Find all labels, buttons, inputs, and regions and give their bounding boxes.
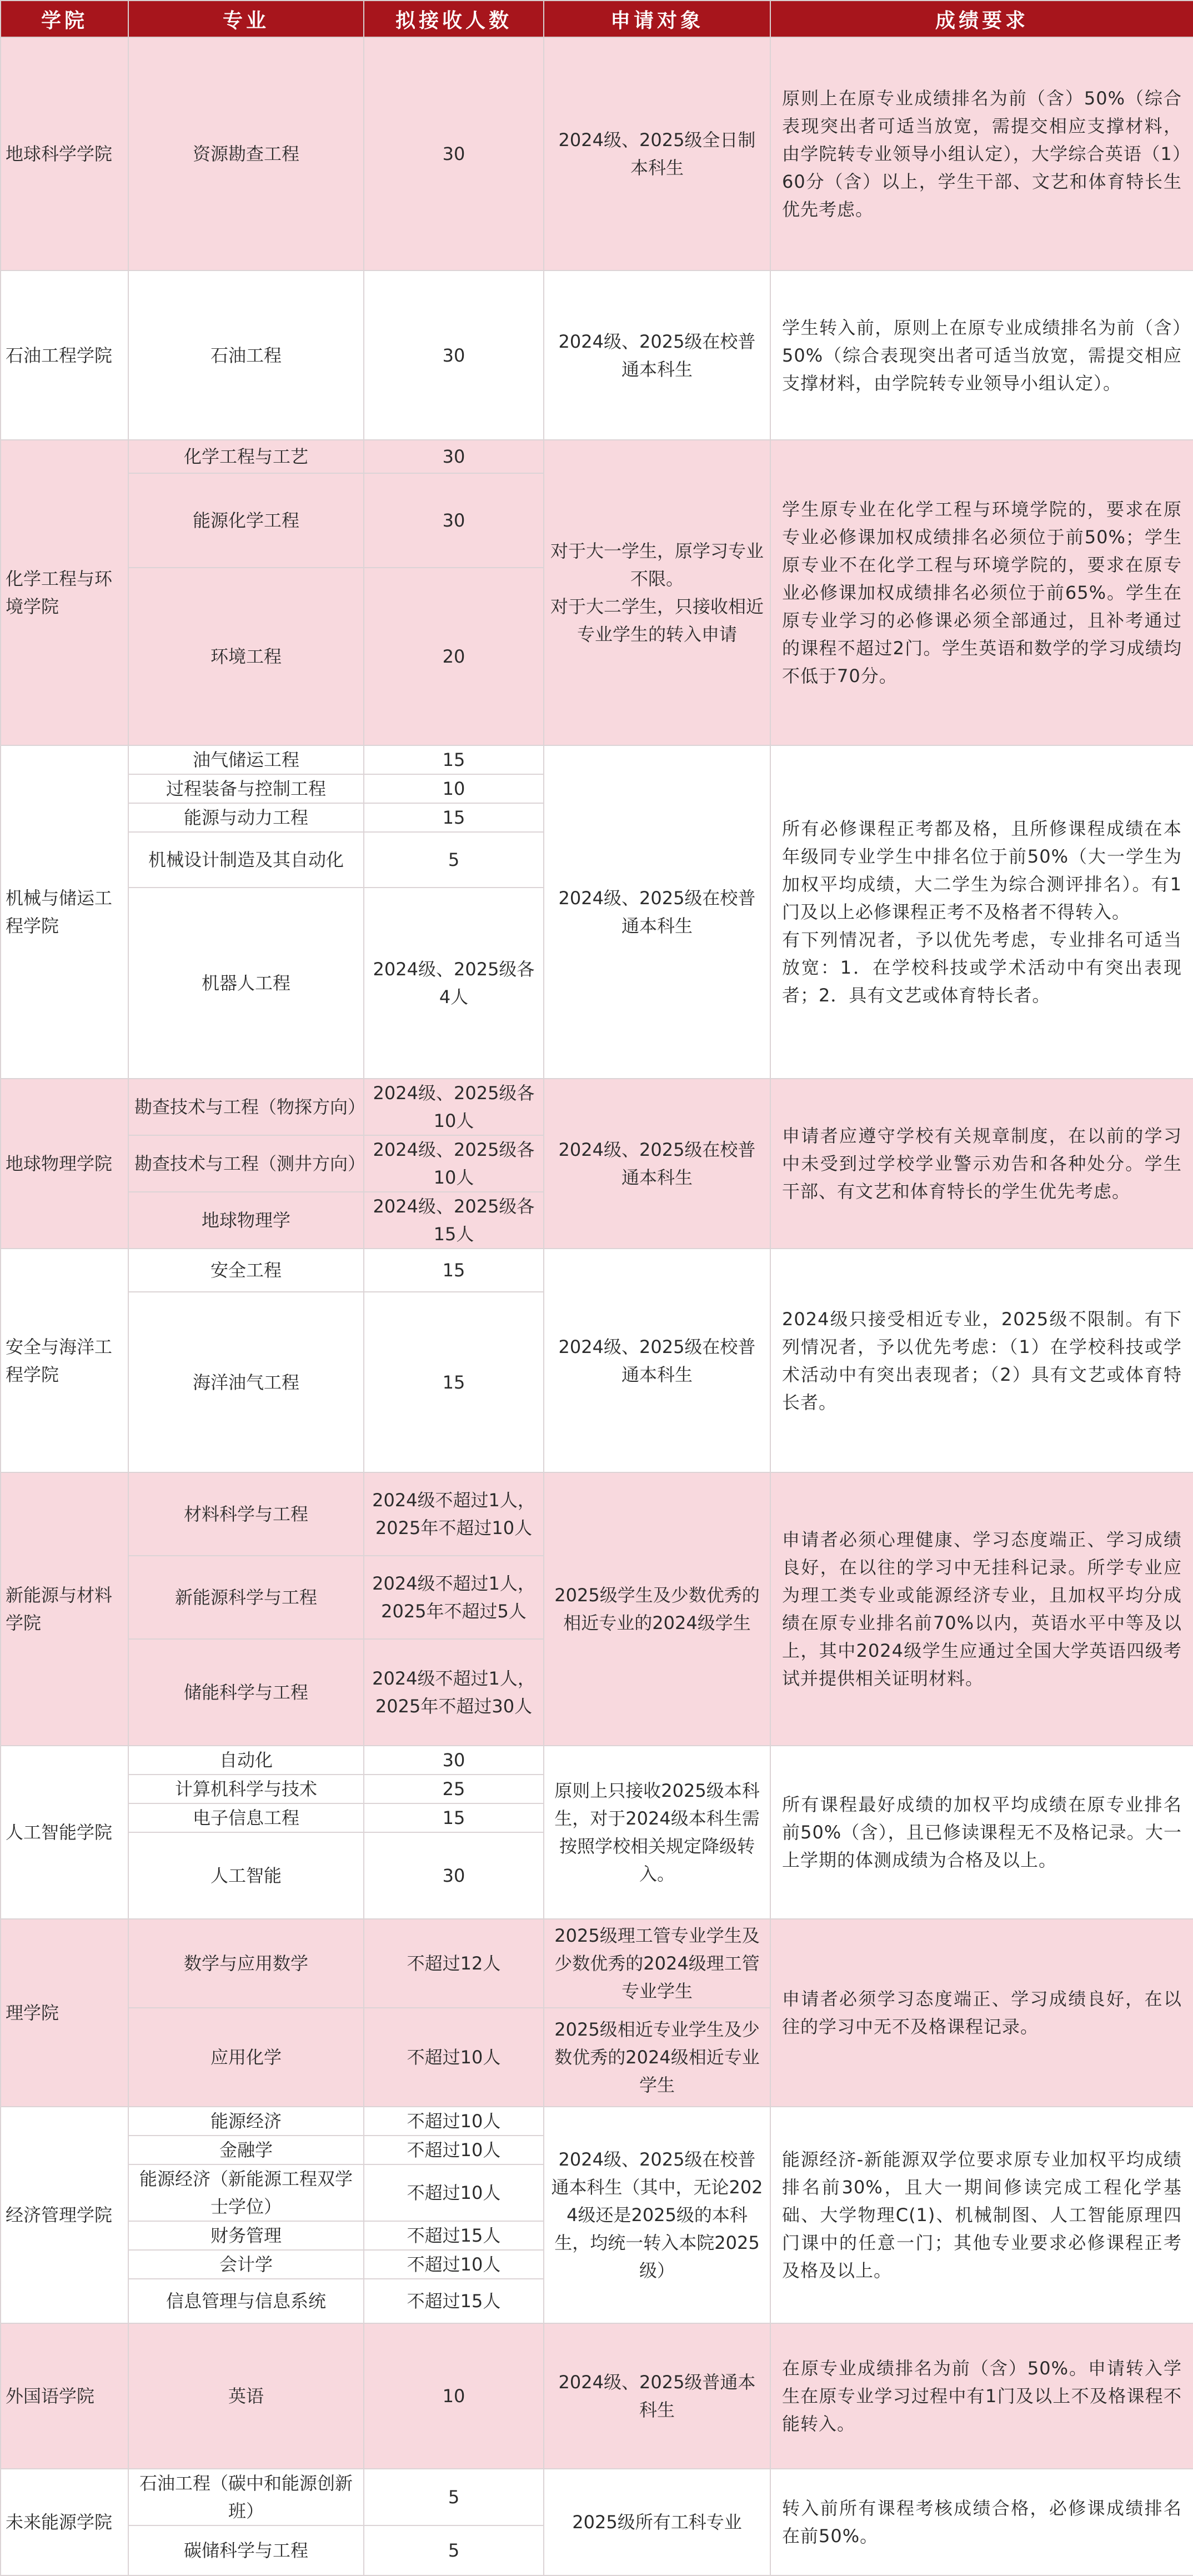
major-cell: 安全工程: [128, 1249, 364, 1292]
quota-cell: 15: [364, 745, 544, 774]
quota-cell: 5: [364, 2525, 544, 2575]
requirement-cell: 在原专业成绩排名为前（含）50%。申请转入学生在原专业学习过程中有1门及以上不及格课程不能转入。: [770, 2323, 1193, 2469]
college-cell: 化学工程与环境学院: [1, 440, 128, 745]
major-cell: 能源经济: [128, 2107, 364, 2136]
applicant-cell: 原则上只接收2025级本科生，对于2024级本科生需按照学校相关规定降级转入。: [544, 1746, 770, 1919]
college-cell: 未来能源学院: [1, 2469, 128, 2575]
quota-cell: 15: [364, 1292, 544, 1472]
college-cell: 外国语学院: [1, 2323, 128, 2469]
quota-cell: 不超过10人: [364, 2250, 544, 2279]
table-row: [1, 2107, 1193, 2136]
requirement-cell: 原则上在原专业成绩排名为前（含）50%（综合表现突出者可适当放宽，需提交相应支撑材料，由学院转专业领导小组认定），大学综合英语（1）60分（含）以上，学生干部、文艺和体育特长生优先考虑。: [770, 37, 1193, 270]
requirement-cell: 学生转入前，原则上在原专业成绩排名为前（含）50%（综合表现突出者可适当放宽，需提交相应支撑材料，由学院转专业领导小组认定）。: [770, 270, 1193, 440]
quota-cell: 2024级、2025级各4人: [364, 888, 544, 1079]
requirement-cell: 所有必修课程正考都及格，且所修课程成绩在本年级同专业学生中排名位于前50%（大一学生为加权平均成绩，大二学生为综合测评排名）。有1门及以上必修课程正考不及格者不得转入。 有下列情况者，予以优先考虑，专业排名可适当放宽：1．在学校科技或学术活动中有突出表现者；2．具有文艺或体育特长者。: [770, 745, 1193, 1079]
quota-cell: 20: [364, 568, 544, 745]
quota-cell: 不超过15人: [364, 2279, 544, 2323]
major-cell: 电子信息工程: [128, 1803, 364, 1832]
quota-cell: 不超过15人: [364, 2221, 544, 2250]
college-cell: 理学院: [1, 1919, 128, 2107]
quota-cell: 不超过10人: [364, 2136, 544, 2164]
college-cell: 安全与海洋工程学院: [1, 1249, 128, 1472]
quota-cell: 30: [364, 1746, 544, 1775]
requirement-cell: 转入前所有课程考核成绩合格，必修课成绩排名在前50%。: [770, 2469, 1193, 2575]
table-row: [1, 745, 1193, 774]
major-cell: 环境工程: [128, 568, 364, 745]
major-cell: 机械设计制造及其自动化: [128, 832, 364, 888]
major-cell: 自动化: [128, 1746, 364, 1775]
requirement-cell: 2024级只接受相近专业，2025级不限制。有下列情况者，予以优先考虑：（1）在学校科技或学术活动中有突出表现者；（2）具有文艺或体育特长者。: [770, 1249, 1193, 1472]
requirement-cell: 能源经济-新能源双学位要求原专业加权平均成绩排名前30%，且大一期间修读完成工程化学基础、大学物理C(1)、机械制图、人工智能原理四门课中的任意一门；其他专业要求必修课程正考及格及以上。: [770, 2107, 1193, 2323]
table-row: [1, 1919, 1193, 2008]
quota-cell: 5: [364, 2469, 544, 2525]
major-cell: 应用化学: [128, 2008, 364, 2107]
major-cell: 新能源科学与工程: [128, 1556, 364, 1639]
quota-cell: 30: [364, 1832, 544, 1919]
college-cell: 地球科学学院: [1, 37, 128, 270]
quota-cell: 2024级不超过1人，2025年不超过5人: [364, 1556, 544, 1639]
major-cell: 储能科学与工程: [128, 1639, 364, 1746]
major-cell: 能源化学工程: [128, 473, 364, 568]
table-row: [1, 440, 1193, 473]
college-cell: 石油工程学院: [1, 270, 128, 440]
header-applicant: 申请对象: [544, 1, 770, 37]
quota-cell: 15: [364, 1803, 544, 1832]
major-cell: 地球物理学: [128, 1192, 364, 1249]
applicant-cell: 2025级学生及少数优秀的相近专业的2024级学生: [544, 1472, 770, 1746]
requirement-cell: 申请者必须心理健康、学习态度端正、学习成绩良好，在以往的学习中无挂科记录。所学专业应为理工类专业或能源经济专业，且加权平均分成绩在原专业排名前70%以内，英语水平中等及以上，其中2024级学生应通过全国大学英语四级考试并提供相关证明材料。: [770, 1472, 1193, 1746]
applicant-cell: 2025级理工管专业学生及少数优秀的2024级理工管专业学生: [544, 1919, 770, 2008]
quota-cell: 10: [364, 2323, 544, 2469]
quota-cell: 30: [364, 37, 544, 270]
major-cell: 机器人工程: [128, 888, 364, 1079]
quota-cell: 5: [364, 832, 544, 888]
table-row: [1, 2323, 1193, 2469]
major-cell: 信息管理与信息系统: [128, 2279, 364, 2323]
applicant-cell: 2025级所有工科专业: [544, 2469, 770, 2575]
major-cell: 能源与动力工程: [128, 803, 364, 832]
major-cell: 过程装备与控制工程: [128, 774, 364, 803]
applicant-cell: 2024级、2025级在校普通本科生: [544, 1079, 770, 1249]
quota-cell: 不超过10人: [364, 2164, 544, 2221]
requirement-cell: 申请者必须学习态度端正、学习成绩良好，在以往的学习中无不及格课程记录。: [770, 1919, 1193, 2107]
requirement-cell: 所有课程最好成绩的加权平均成绩在原专业排名前50%（含），且已修读课程无不及格记录。大一上学期的体测成绩为合格及以上。: [770, 1746, 1193, 1919]
major-cell: 油气储运工程: [128, 745, 364, 774]
major-cell: 财务管理: [128, 2221, 364, 2250]
college-cell: 经济管理学院: [1, 2107, 128, 2323]
major-cell: 计算机科学与技术: [128, 1775, 364, 1803]
applicant-cell: 2024级、2025级在校普通本科生（其中，无论2024级还是2025级的本科生，均统一转入本院2025级）: [544, 2107, 770, 2323]
major-cell: 人工智能: [128, 1832, 364, 1919]
requirement-cell: 学生原专业在化学工程与环境学院的，要求在原专业必修课加权成绩排名必须位于前50%；学生原专业不在化学工程与环境学院的，要求在原专业必修课加权成绩排名必须位于前65%。学生在原专业学习的必修课必须全部通过，且补考通过的课程不超过2门。学生英语和数学的学习成绩均不低于70分。: [770, 440, 1193, 745]
major-cell: 海洋油气工程: [128, 1292, 364, 1472]
applicant-cell: 2024级、2025级在校普通本科生: [544, 270, 770, 440]
applicant-cell: 2025级相近专业学生及少数优秀的2024级相近专业学生: [544, 2008, 770, 2107]
applicant-cell: 2024级、2025级全日制本科生: [544, 37, 770, 270]
applicant-cell: 2024级、2025级在校普通本科生: [544, 745, 770, 1079]
requirement-cell: 申请者应遵守学校有关规章制度，在以前的学习中未受到过学校学业警示劝告和各种处分。学生干部、有文艺和体育特长的学生优先考虑。: [770, 1079, 1193, 1249]
quota-cell: 不超过12人: [364, 1919, 544, 2008]
table-row: [1, 1472, 1193, 1556]
applicant-cell: 2024级、2025级在校普通本科生: [544, 1249, 770, 1472]
header-college: 学院: [1, 1, 128, 37]
major-cell: 勘查技术与工程（物探方向）: [128, 1079, 364, 1135]
major-cell: 石油工程: [128, 270, 364, 440]
applicant-cell: 2024级、2025级普通本科生: [544, 2323, 770, 2469]
header-quota: 拟接收人数: [364, 1, 544, 37]
college-cell: 新能源与材料学院: [1, 1472, 128, 1746]
major-cell: 勘查技术与工程（测井方向）: [128, 1135, 364, 1192]
quota-cell: 15: [364, 1249, 544, 1292]
quota-cell: 2024级不超过1人，2025年不超过30人: [364, 1639, 544, 1746]
college-cell: 地球物理学院: [1, 1079, 128, 1249]
quota-cell: 2024级不超过1人，2025年不超过10人: [364, 1472, 544, 1556]
major-cell: 碳储科学与工程: [128, 2525, 364, 2575]
major-cell: 石油工程（碳中和能源创新班）: [128, 2469, 364, 2525]
header-major: 专业: [128, 1, 364, 37]
table-row: [1, 1079, 1193, 1135]
major-cell: 英语: [128, 2323, 364, 2469]
table-body: [1, 37, 1193, 2575]
quota-cell: 不超过10人: [364, 2008, 544, 2107]
quota-cell: 10: [364, 774, 544, 803]
table-row: [1, 2469, 1193, 2525]
table-row: [1, 270, 1193, 440]
college-cell: 人工智能学院: [1, 1746, 128, 1919]
header-requirement: 成绩要求: [770, 1, 1193, 37]
quota-cell: 2024级、2025级各10人: [364, 1079, 544, 1135]
major-cell: 数学与应用数学: [128, 1919, 364, 2008]
major-cell: 金融学: [128, 2136, 364, 2164]
applicant-cell: 对于大一学生，原学习专业不限。 对于大二学生，只接收相近专业学生的转入申请: [544, 440, 770, 745]
table-row: [1, 37, 1193, 270]
quota-cell: 2024级、2025级各10人: [364, 1135, 544, 1192]
quota-cell: 30: [364, 270, 544, 440]
quota-cell: 30: [364, 440, 544, 473]
table-header-row: [1, 1, 1193, 37]
major-cell: 能源经济（新能源工程双学士学位）: [128, 2164, 364, 2221]
quota-cell: 30: [364, 473, 544, 568]
college-cell: 机械与储运工程学院: [1, 745, 128, 1079]
table-row: [1, 1746, 1193, 1775]
quota-cell: 25: [364, 1775, 544, 1803]
major-cell: 资源勘查工程: [128, 37, 364, 270]
quota-cell: 不超过10人: [364, 2107, 544, 2136]
major-cell: 会计学: [128, 2250, 364, 2279]
quota-cell: 2024级、2025级各15人: [364, 1192, 544, 1249]
quota-cell: 15: [364, 803, 544, 832]
table-row: [1, 1249, 1193, 1292]
major-cell: 材料科学与工程: [128, 1472, 364, 1556]
major-cell: 化学工程与工艺: [128, 440, 364, 473]
